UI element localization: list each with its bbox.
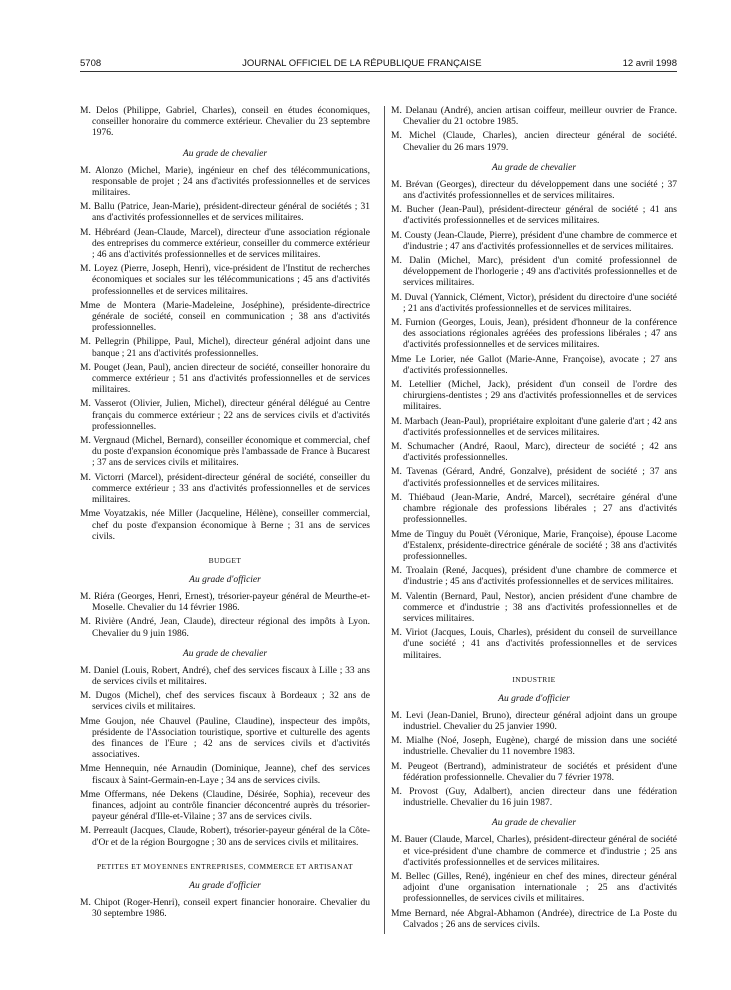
decoration-entry: M. Levi (Jean-Daniel, Bruno), directeur général adjoint dans un groupe industriel. Chevalier du 25 janvier 1990. <box>391 710 677 732</box>
journal-title: JOURNAL OFFICIEL DE LA RÉPUBLIQUE FRANÇAISE <box>242 58 482 69</box>
grade-heading: Au grade de chevalier <box>182 148 268 159</box>
left-column <box>80 106 370 934</box>
decoration-entry: M. Vergnaud (Michel, Bernard), conseiller économique et commercial, chef du poste d'expansion économique près l'ambassade de France à Bucarest ; 37 ans de services civils et militaires. <box>80 436 370 469</box>
decoration-entry: M. Hébréard (Jean-Claude, Marcel), directeur d'une association régionale des entreprises du commerce extérieur, conseiller du commerce extérieur ; 46 ans d'activités professionnelles et de services militaires. <box>80 227 370 261</box>
decoration-entry: M. Michel (Claude, Charles), ancien directeur général de société. Chevalier du 26 mars 1979. <box>391 131 677 153</box>
decoration-entry: M. Ballu (Patrice, Jean-Marie), président-directeur général de sociétés ; 31 ans d'activités professionnelles et de services militaires. <box>80 202 370 224</box>
decoration-entry: M. Victorri (Marcel), président-directeur général de société, conseiller du commerce extérieur ; 33 ans d'activités professionnelles et de services militaires. <box>80 472 370 506</box>
grade-heading: Au grade d'officier <box>498 693 570 704</box>
decoration-entry: M. Bauer (Claude, Marcel, Charles), président-directeur général de société et vice-président d'une chambre de commerce et d'industrie ; 25 ans d'activités professionnelles et de services militaires. <box>391 835 677 868</box>
decoration-entry: Mme Goujon, née Chauvel (Pauline, Claudine), inspecteur des impôts, présidente de l'Association touristique, sportive et culturelle des agents des finances de l'Eure ; 42 ans de services civils et d'activités associatives. <box>80 716 370 761</box>
decoration-entry: M. Vasserot (Olivier, Julien, Michel), directeur général délégué au Centre français du commerce extérieur ; 22 ans de services civils et d'activités professionnelles. <box>80 399 370 432</box>
grade-heading: Au grade de chevalier <box>182 648 268 659</box>
decoration-entry: M. Delos (Philippe, Gabriel, Charles), conseil en études économiques, conseiller honoraire du commerce extérieur. Chevalier du 23 septembre 1976. <box>80 106 370 139</box>
decoration-entry: M. Bucher (Jean-Paul), président-directeur général de société ; 41 ans d'activités professionnelles et de services militaires. <box>391 205 677 227</box>
decoration-entry: M. Loyez (Pierre, Joseph, Henri), vice-président de l'Institut de recherches économiques et sociales sur les télécommunications ; 45 ans d'activités professionnelles et de services militaires. <box>80 264 370 297</box>
decoration-entry: M. Duval (Yannick, Clément, Victor), président du directoire d'une société ; 21 ans d'activités professionnelles et de services militaires. <box>391 292 677 314</box>
decoration-entry: M. Cousty (Jean-Claude, Pierre), président d'une chambre de commerce et d'industrie ; 47 ans d'activités professionnelles et de services militaires. <box>391 230 677 252</box>
right-column <box>384 106 677 934</box>
decoration-entry: Mme de Tinguy du Pouët (Véronique, Marie, Françoise), épouse Lacome d'Estalenx, présidente-directrice générale de société ; 38 ans d'activités professionnelles. <box>391 529 677 562</box>
decoration-entry: M. Perreault (Jacques, Claude, Robert), trésorier-payeur général de la Côte-d'Or et de la région Bourgogne ; 30 ans de services civils et militaires. <box>80 826 370 848</box>
decoration-entry: M. Furnion (Georges, Louis, Jean), président d'honneur de la conférence des associations régionales agréées des professions libérales ; 47 ans d'activités professionnelles et de services militaires. <box>391 318 677 351</box>
issue-date: 12 avril 1998 <box>622 58 677 69</box>
decoration-entry: Mme Hennequin, née Arnaudin (Dominique, Jeanne), chef des services fiscaux à Saint-Germain-en-Laye ; 34 ans de services civils. <box>80 764 370 786</box>
decoration-entry: M. Troalain (René, Jacques), président d'une chambre de commerce et d'industrie ; 45 ans d'activités professionnelles et de services militaires. <box>391 566 677 588</box>
decoration-entry: Mme de Montera (Marie-Madeleine, Joséphine), présidente-directrice générale de société, conseil en communication ; 38 ans d'activités professionnelles. <box>80 300 370 334</box>
decoration-entry: M. Brévan (Georges), directeur du développement dans une société ; 37 ans d'activités professionnelles et de services militaires. <box>391 179 677 202</box>
decoration-entry: M. Delanau (André), ancien artisan coiffeur, meilleur ouvrier de France. Chevalier du 21 octobre 1985. <box>391 106 677 128</box>
grade-heading: Au grade d'officier <box>189 574 261 585</box>
decoration-entry: Mme Voyatzakis, née Miller (Jacqueline, Hélène), conseiller commercial, chef du poste d'expansion économique à Berne ; 31 ans de services civils. <box>80 509 370 542</box>
decoration-entry: M. Alonzo (Michel, Marie), ingénieur en chef des télécommunications, responsable de projet ; 24 ans d'activités professionnelles et de services militaires. <box>80 165 370 199</box>
ministry-heading: PETITES ET MOYENNES ENTREPRISES, COMMERCE ET ARTISANAT <box>96 861 354 871</box>
decoration-entry: M. Letellier (Michel, Jack), président d'un conseil de l'ordre des chirurgiens-dentistes ; 29 ans d'activités professionnelles et de services militaires. <box>391 380 677 413</box>
decoration-entry: M. Schumacher (André, Raoul, Marc), directeur de société ; 42 ans d'activités professionnelles. <box>391 442 677 464</box>
decoration-entry: M. Peugeot (Bertrand), administrateur de sociétés et président d'une fédération professionnelle. Chevalier du 7 février 1978. <box>391 761 677 783</box>
ministry-heading: INDUSTRIE <box>512 674 556 684</box>
decoration-entry: M. Bellec (Gilles, René), ingénieur en chef des mines, directeur général adjoint d'une organisation internationale ; 25 ans d'activités professionnelles, de services civils et militaires. <box>391 871 677 905</box>
page-header <box>80 58 677 72</box>
decoration-entry: M. Mialhe (Noé, Joseph, Eugène), chargé de mission dans une société industrielle. Chevalier du 11 novembre 1983. <box>391 736 677 758</box>
decoration-entry: M. Viriot (Jacques, Louis, Charles), président du conseil de surveillance d'une société ; 41 ans d'activités professionnelles et de services militaires. <box>391 628 677 661</box>
grade-heading: Au grade de chevalier <box>491 162 577 173</box>
decoration-entry: M. Chipot (Roger-Henri), conseil expert financier honoraire. Chevalier du 30 septembre 1986. <box>80 897 370 919</box>
decoration-entry: M. Rivière (André, Jean, Claude), directeur régional des impôts à Lyon. Chevalier du 9 juin 1986. <box>80 617 370 639</box>
decoration-entry: M. Pouget (Jean, Paul), ancien directeur de société, conseiller honoraire du commerce extérieur ; 51 ans d'activités professionnelles et de services militaires. <box>80 362 370 396</box>
grade-heading: Au grade de chevalier <box>491 818 577 829</box>
decoration-entry: M. Valentin (Bernard, Paul, Nestor), ancien président d'une chambre de commerce et d'industrie ; 38 ans d'activités professionnelles et de services militaires. <box>391 591 677 624</box>
decoration-entry: M. Provost (Guy, Adalbert), ancien directeur dans une fédération industrielle. Chevalier du 16 juin 1987. <box>391 786 677 809</box>
decoration-entry: M. Thiébaud (Jean-Marie, André, Marcel), secrétaire général d'une chambre régionale des professions libérales ; 27 ans d'activités professionnelles. <box>391 492 677 526</box>
decoration-entry: M. Riéra (Georges, Henri, Ernest), trésorier-payeur général de Meurthe-et-Moselle. Chevalier du 14 février 1986. <box>80 591 370 614</box>
decoration-entry: M. Dalin (Michel, Marc), président d'un comité professionnel de développement de l'horlogerie ; 49 ans d'activités professionnelles et de services militaires. <box>391 256 677 289</box>
grade-heading: Au grade d'officier <box>189 880 261 891</box>
text-columns <box>80 106 677 934</box>
decoration-entry: Mme Bernard, née Abgral-Abhamon (Andrée), directrice de La Poste du Calvados ; 26 ans de services civils. <box>391 908 677 930</box>
decoration-entry: M. Pellegrin (Philippe, Paul, Michel), directeur général adjoint dans une banque ; 21 ans d'activités professionnelles. <box>80 337 370 359</box>
decoration-entry: M. Dugos (Michel), chef des services fiscaux à Bordeaux ; 32 ans de services civils et militaires. <box>80 691 370 713</box>
decoration-entry: Mme Offermans, née Dekens (Claudine, Désirée, Sophia), receveur des finances, adjoint au contrôle financier déconcentré auprès du trésorier-payeur général d'Ille-et-Vilaine ; 37 ans de services civils. <box>80 789 370 823</box>
decoration-entry: Mme Le Lorier, née Gallot (Marie-Anne, Françoise), avocate ; 27 ans d'activités professionnelles. <box>391 354 677 376</box>
decoration-entry: M. Daniel (Louis, Robert, André), chef des services fiscaux à Lille ; 33 ans de services civils et militaires. <box>80 665 370 687</box>
decoration-entry: M. Tavenas (Gérard, André, Gonzalve), président de société ; 37 ans d'activités professionnelles et de services militaires. <box>391 467 677 489</box>
ministry-heading: BUDGET <box>208 555 242 565</box>
decoration-entry: M. Marbach (Jean-Paul), propriétaire exploitant d'une galerie d'art ; 42 ans d'activités professionnelles et de services militaires. <box>391 416 677 438</box>
page-number: 5708 <box>80 58 102 69</box>
